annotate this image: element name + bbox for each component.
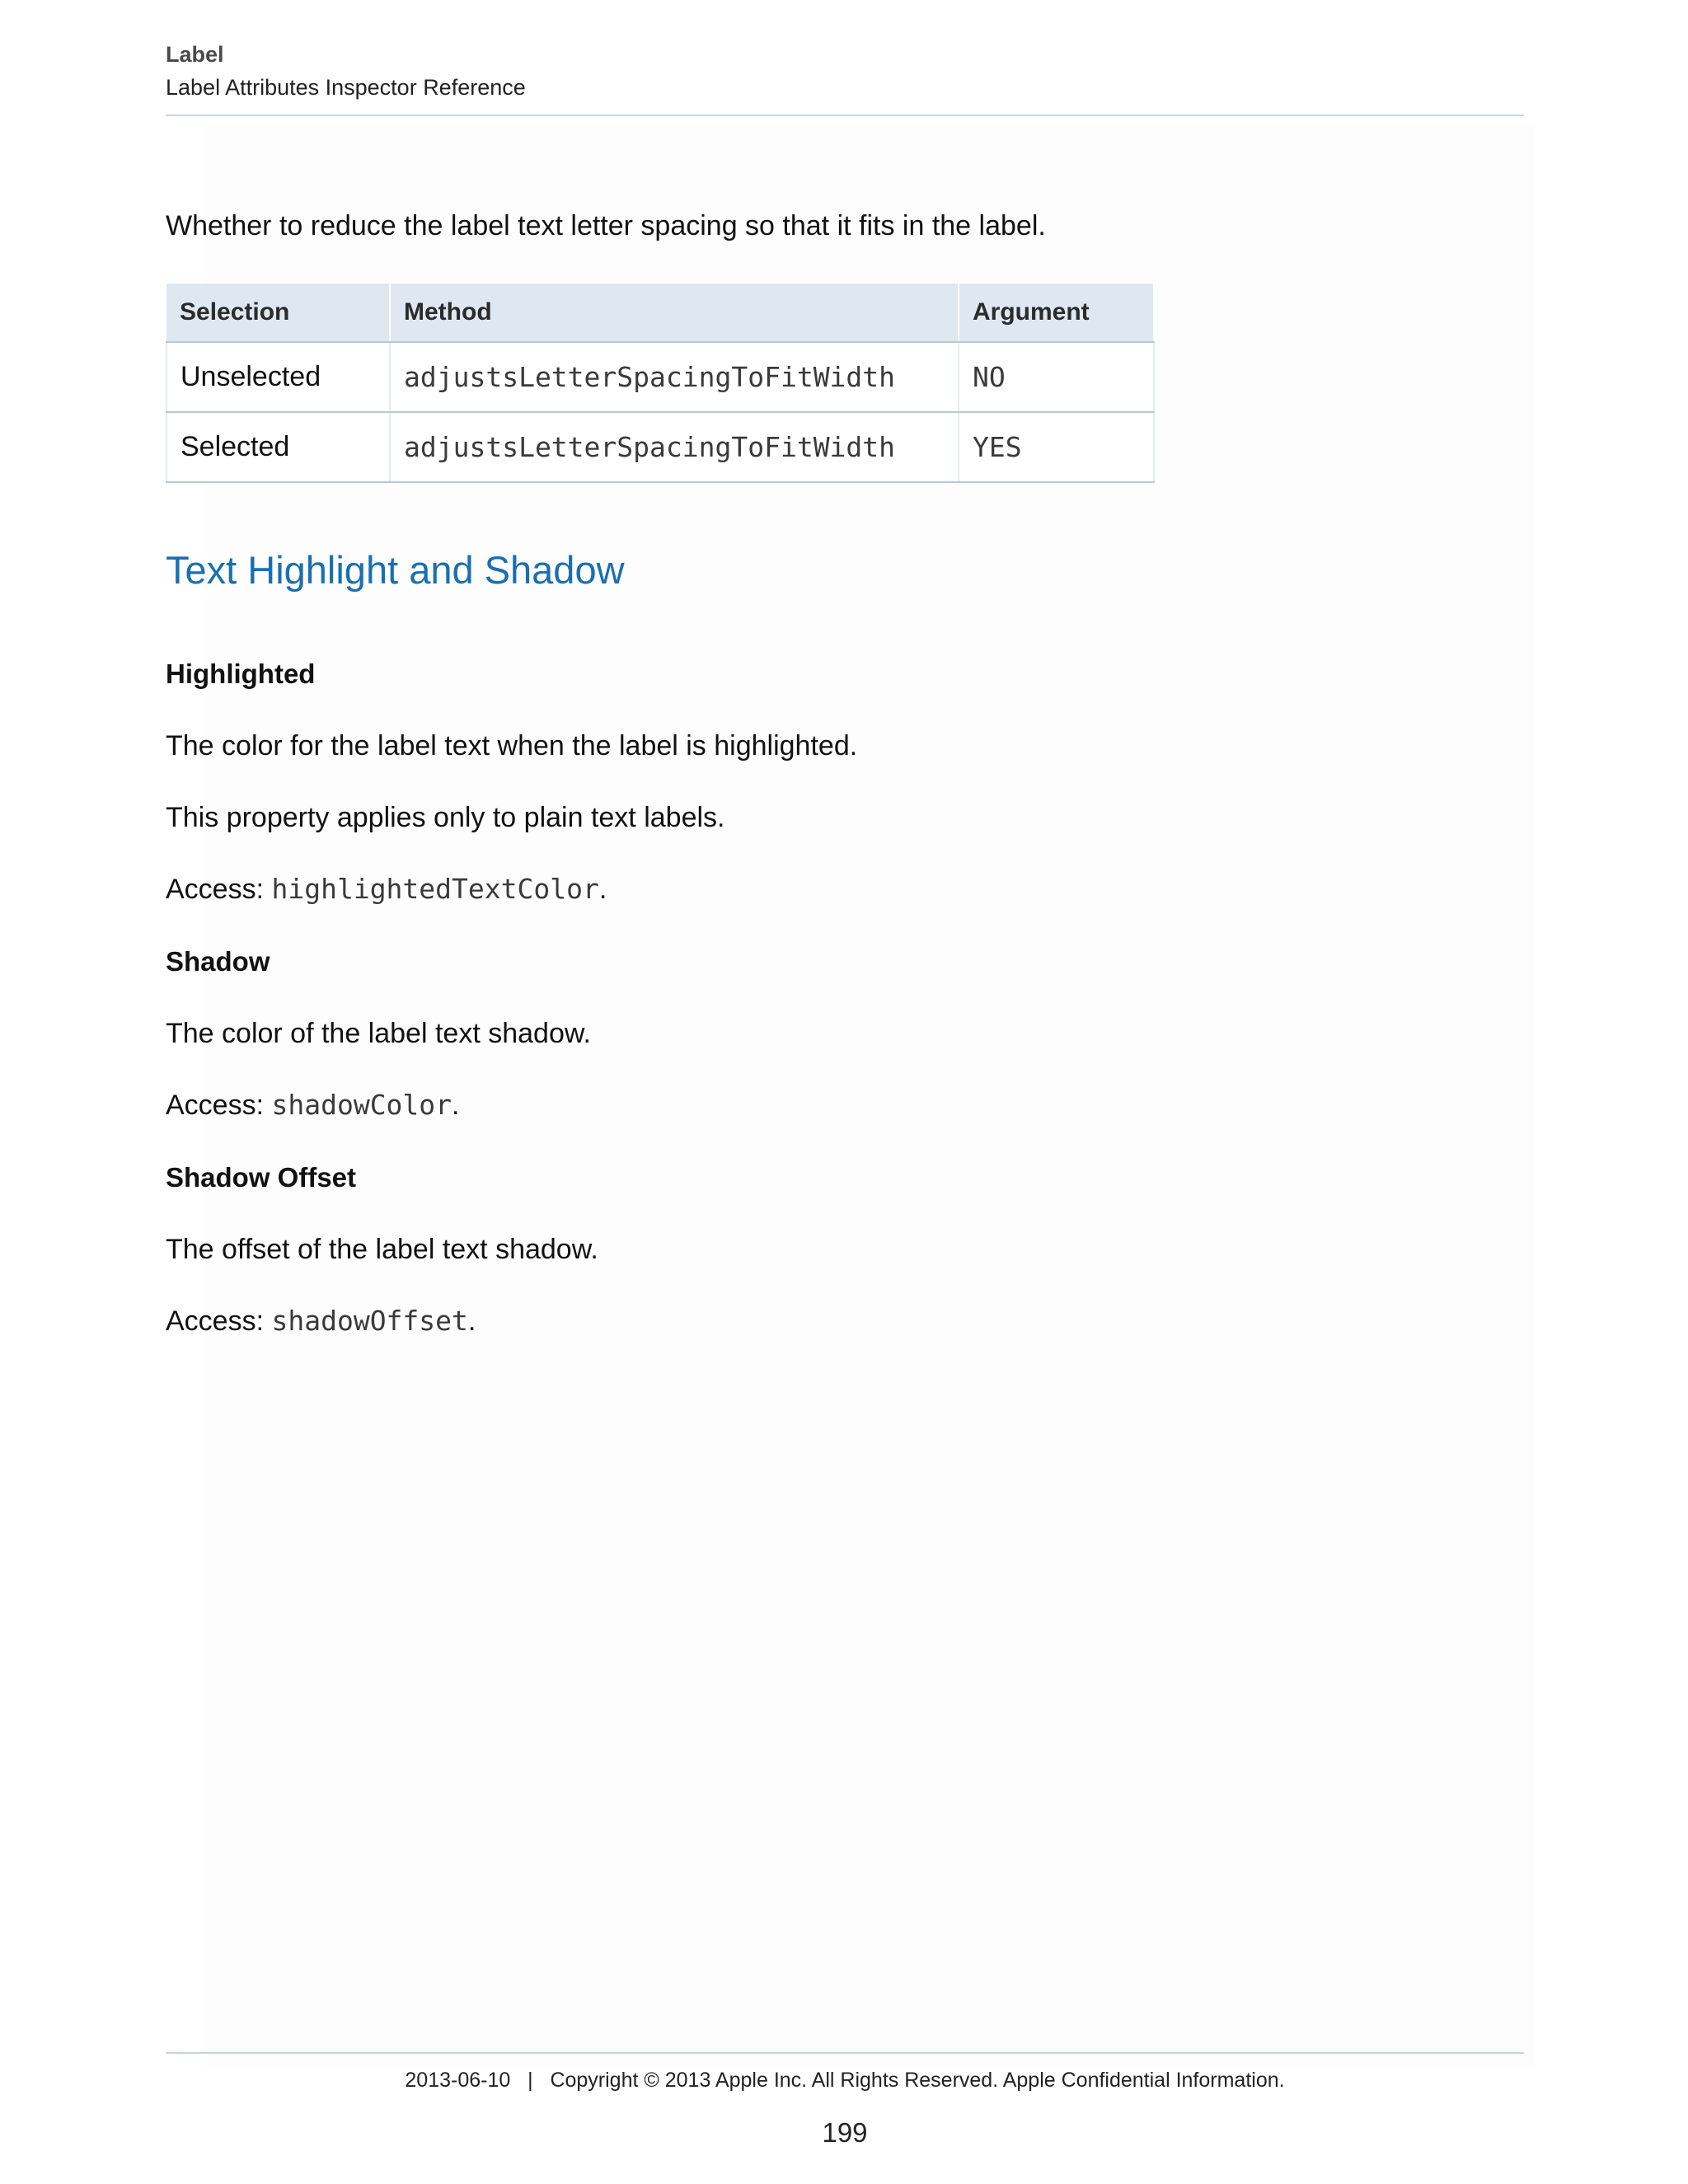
access-label: Access:	[166, 874, 272, 905]
intro-paragraph: Whether to reduce the label text letter spacing so that it fits in the label.	[166, 210, 1046, 241]
shadow-description: The color of the label text shadow.	[166, 1018, 591, 1049]
shadow-offset-heading: Shadow Offset	[166, 1162, 357, 1193]
footer-copyright: 2013-06-10 | Copyright © 2013 Apple Inc. All Rights Reserved. Apple Confidential Information.	[405, 2069, 1285, 2092]
highlighted-description: The color for the label text when the label is highlighted.	[166, 730, 858, 762]
access-end: .	[452, 1090, 460, 1121]
cell-argument: NO	[959, 342, 1154, 412]
table-row	[166, 412, 1154, 482]
table-row	[166, 342, 1154, 412]
running-header	[166, 38, 526, 104]
access-label: Access:	[166, 1090, 272, 1121]
cell-argument: YES	[959, 412, 1154, 482]
highlighted-access	[166, 869, 607, 909]
table-header-row	[166, 284, 1154, 342]
header-divider	[166, 115, 1524, 116]
access-end: .	[598, 874, 607, 905]
column-header-argument: Argument	[959, 284, 1154, 342]
highlighted-heading: Highlighted	[166, 658, 316, 689]
access-code: shadowOffset	[271, 1305, 468, 1337]
header-chapter: Label	[166, 42, 224, 67]
access-code: shadowColor	[271, 1089, 452, 1121]
access-code: highlightedTextColor	[271, 873, 599, 905]
highlighted-note: This property applies only to plain text labels.	[166, 802, 725, 833]
access-label: Access:	[166, 1305, 272, 1337]
cell-selection: Unselected	[166, 342, 390, 412]
header-section: Label Attributes Inspector Reference	[166, 75, 526, 100]
shadow-offset-access	[166, 1301, 476, 1341]
cell-method: adjustsLetterSpacingToFitWidth	[390, 342, 959, 412]
cell-selection: Selected	[166, 412, 390, 482]
footer-divider	[166, 2052, 1524, 2054]
column-header-method: Method	[390, 284, 959, 342]
page-number: 199	[822, 2117, 868, 2148]
document-page	[166, 0, 1524, 2184]
cell-method: adjustsLetterSpacingToFitWidth	[390, 412, 959, 482]
shadow-access	[166, 1085, 459, 1125]
shadow-offset-description: The offset of the label text shadow.	[166, 1234, 598, 1265]
column-header-selection: Selection	[166, 284, 390, 342]
shadow-heading: Shadow	[166, 946, 270, 977]
letter-spacing-table	[166, 284, 1155, 483]
access-end: .	[467, 1305, 476, 1337]
section-title: Text Highlight and Shadow	[166, 548, 625, 592]
